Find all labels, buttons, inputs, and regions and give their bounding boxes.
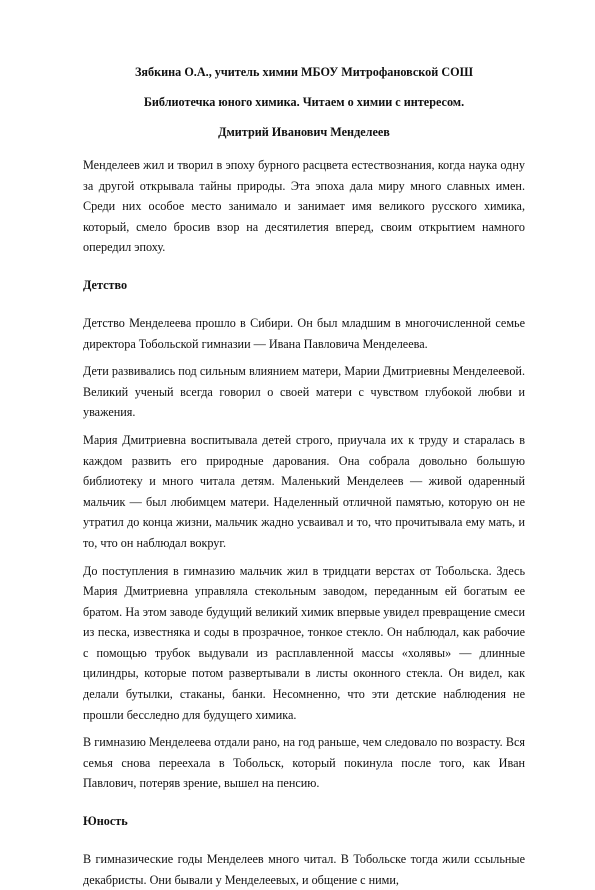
subject-title: Дмитрий Иванович Менделеев — [218, 125, 390, 139]
series-title: Библиотечка юного химика. Читаем о химии с интересом. — [143, 95, 465, 109]
intro-paragraph: Менделеев жил и творил в эпоху бурного расцвета естествознания, когда наука одну за другой открывала тайны природы. Эта эпоха дала миру много славных имен. Среди них особое место занимало и занимает имя великого русского химика, который, смело бросив взор на десятилетия вперед, своим открытием намного опередил эпоху. — [83, 158, 525, 255]
childhood-paragraph-4: До поступления в гимназию мальчик жил в тридцати верстах от Тобольска. Здесь Мария Дмитриевна управляла стекольным заводом, переданным ей богатым ее братом. На этом заводе будущий великий химик впервые увидел превращение смеси из песка, известняка и соды в прозрачное, тонкое стекло. Он наблюдал, как рабочие с помощью трубок выдували из расплавленной массы «холявы» — длинные цилиндры, которые потом развертывали в листы оконного стекла. Он видел, как делали бутылки, стаканы, банки. Несомненно, что эти детские наблюдения не прошли бесследно для будущего химика. — [83, 563, 525, 722]
childhood-paragraph-5: В гимназию Менделеева отдали рано, на год раньше, чем следовало по возрасту. Вся семья снова переехала в Тобольск, который покинула после того, как Иван Павлович, потеряв зрение, вышел на пенсию. — [83, 735, 525, 791]
section-heading-childhood: Детство — [83, 277, 128, 292]
author-line: Зябкина О.А., учитель химии МБОУ Митрофановской СОШ — [135, 65, 473, 79]
youth-paragraph-1: В гимназические годы Менделеев много читал. В Тобольске тогда жили ссыльные декабристы. Они бывали у Менделеевых, и общение с ними, — [83, 852, 525, 887]
childhood-paragraph-1: Детство Менделеева прошло в Сибири. Он был младшим в многочисленной семье директора Тобольской гимназии — Ивана Павловича Менделеева. — [83, 315, 525, 351]
childhood-paragraph-2: Дети развивались под сильным влиянием матери, Марии Дмитриевны Менделеевой. Великий ученый всегда говорил о своей матери с чувством глубокой любви и уважения. — [83, 364, 525, 420]
childhood-paragraph-3: Мария Дмитриевна воспитывала детей строго, приучала их к труду и старалась в каждом развить его природные дарования. Она собрала довольно большую библиотеку и много читала детям. Маленький Менделеев — живой одаренный мальчик — был любимцем матери. Наделенный отличной памятью, которую он не утратил до конца жизни, мальчик жадно усваивал и то, что прочитывала ему мать, и то, что он наблюдал вокруг. — [83, 432, 525, 550]
section-heading-youth: Юность — [83, 814, 128, 829]
